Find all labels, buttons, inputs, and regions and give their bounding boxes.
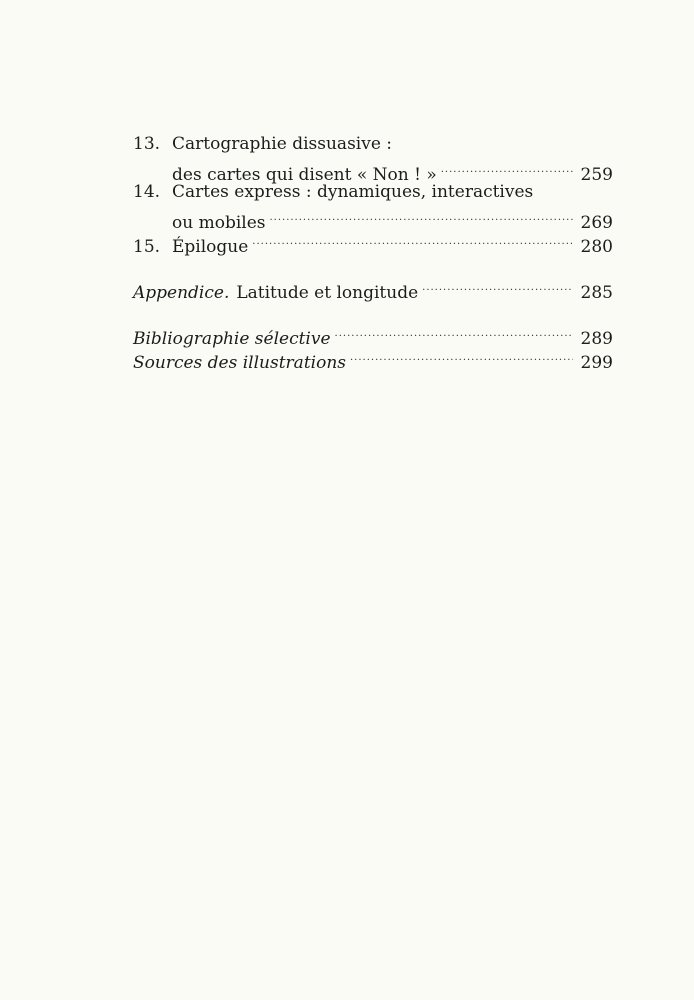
page-number: 259 (580, 165, 613, 185)
appendix-label: Appendice. (133, 283, 230, 303)
dot-leader (350, 344, 573, 368)
page-number: 285 (580, 283, 613, 303)
back-matter-title: Sources des illustrations (133, 353, 346, 373)
toc-entry-chapter-13 (133, 132, 613, 185)
toc-entry-appendix (133, 274, 613, 303)
dot-leader (269, 204, 573, 228)
table-of-contents (133, 132, 613, 373)
page-number: 289 (580, 329, 613, 349)
chapter-title: Cartographie dissuasive : (172, 134, 393, 154)
toc-entry-chapter-15 (133, 228, 613, 257)
toc-entry-bibliography (133, 320, 613, 349)
chapter-number: 13. (133, 134, 161, 154)
dot-leader (252, 228, 573, 252)
back-matter-title: Bibliographie sélective (133, 329, 331, 349)
appendix-title: Latitude et longitude (236, 283, 419, 303)
chapter-title: Cartes express : dynamiques, interactives (172, 182, 534, 202)
dot-leader (441, 156, 573, 180)
page-number: 299 (580, 353, 613, 373)
chapter-title: Épilogue (172, 237, 249, 257)
dot-leader (335, 320, 573, 344)
chapter-number: 15. (133, 237, 161, 257)
page-number: 269 (580, 213, 613, 233)
chapter-number: 14. (133, 182, 161, 202)
toc-entry-chapter-14 (133, 180, 613, 233)
page-number: 280 (580, 237, 613, 257)
dot-leader (422, 274, 573, 298)
chapter-title-continued: des cartes qui disent « Non ! » (172, 165, 437, 185)
chapter-title-continued: ou mobiles (172, 213, 266, 233)
toc-entry-illustration-sources (133, 344, 613, 373)
